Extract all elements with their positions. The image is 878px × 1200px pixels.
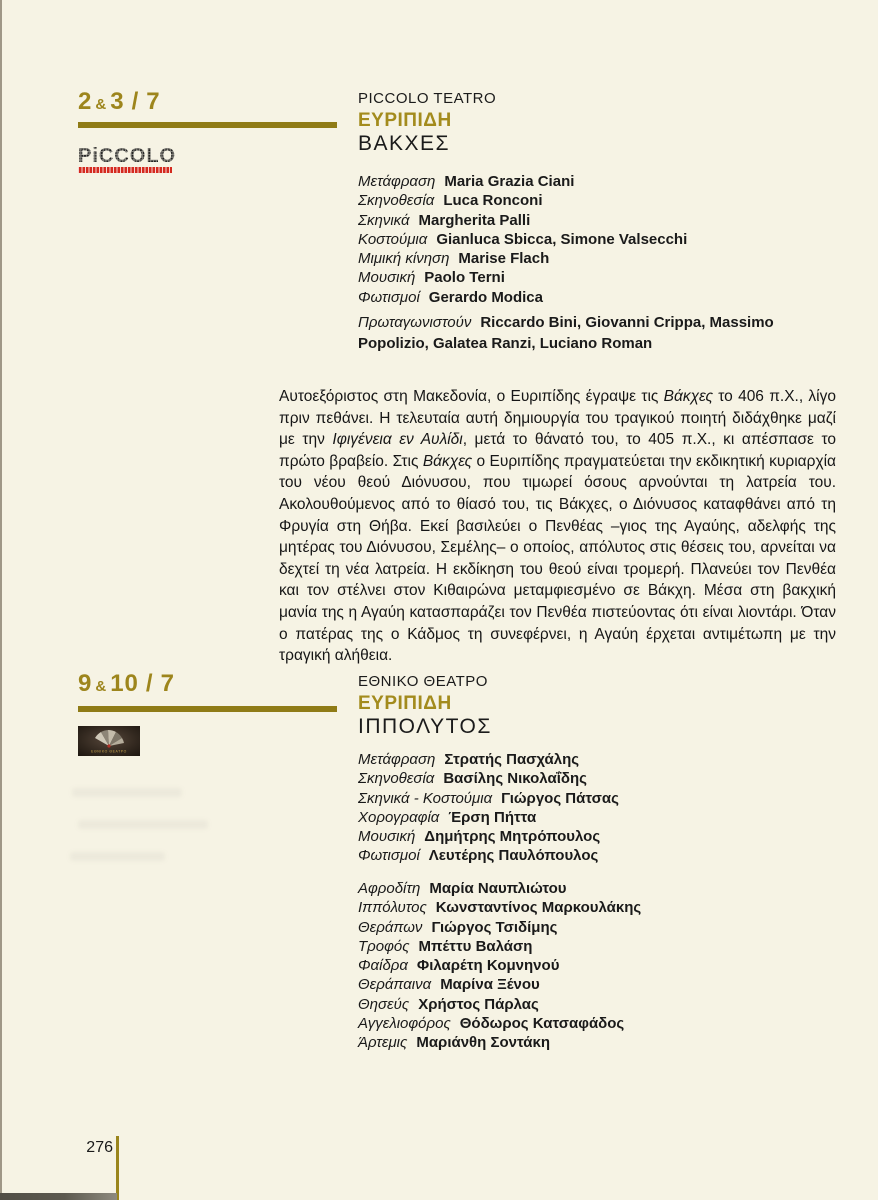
logo-caption: ΕΘΝΙΚΟ ΘΕΑΤΡΟ bbox=[91, 749, 127, 754]
entry2-title: ΙΠΠΟΛΥΤΟΣ bbox=[358, 715, 492, 738]
credit-row: Φωτισμοί Λευτέρης Παυλόπουλος bbox=[358, 847, 599, 865]
piccolo-logo-wordmark: PiCCOLO bbox=[78, 145, 177, 167]
cast-row: Θεράπαινα Μαρίνα Ξένου bbox=[358, 976, 540, 994]
entry1-company: PICCOLO TEATRO bbox=[358, 90, 497, 107]
page-bleedthrough-mark bbox=[70, 852, 165, 861]
cast-row: Ιππόλυτος Κωνσταντίνος Μαρκουλάκης bbox=[358, 899, 642, 917]
entry1-date-day2: 3 bbox=[110, 88, 125, 115]
entry1-credits bbox=[358, 172, 687, 307]
credit-row: Φωτισμοί Gerardo Modica bbox=[358, 288, 543, 306]
protagonists-names: Riccardo Bini, Giovanni Crippa, Massimo Popolizio, Galatea Ranzi, Luciano Roman bbox=[358, 314, 774, 352]
page-number: 276 bbox=[86, 1139, 113, 1156]
page-bleedthrough-mark bbox=[78, 820, 208, 829]
credit-row: Μουσική Δημήτρης Μητρόπουλος bbox=[358, 828, 601, 846]
entry1-date-ampersand: & bbox=[95, 96, 108, 113]
entry2-date-day1: 9 bbox=[78, 670, 93, 697]
piccolo-logo-red-band bbox=[78, 167, 172, 173]
entry1-date-slash: / bbox=[131, 88, 140, 115]
cast-row: Φαίδρα Φιλαρέτη Κομνηνού bbox=[358, 957, 560, 975]
page-bleedthrough-mark bbox=[72, 788, 182, 797]
cast-row: Θεράπων Γιώργος Τσιδίμης bbox=[358, 918, 558, 936]
entry1-gold-rule bbox=[78, 122, 337, 128]
credit-row: Μιμική κίνηση Marise Flach bbox=[358, 250, 550, 268]
entry1-protagonists bbox=[358, 312, 840, 354]
entry2-date bbox=[78, 672, 175, 699]
entry1-title: ΒΑΚΧΕΣ bbox=[358, 132, 451, 155]
page-bottom-edge bbox=[0, 1193, 117, 1200]
entry2-credits bbox=[358, 750, 619, 866]
entry2-author: ΕΥΡΙΠΙΔΗ bbox=[358, 693, 452, 714]
ethniko-theatro-logo bbox=[78, 726, 140, 756]
cast-row: Τροφός Μπέττυ Βαλάση bbox=[358, 937, 533, 955]
footer-gold-line bbox=[116, 1136, 119, 1200]
piccolo-teatro-logo bbox=[78, 146, 176, 173]
ethniko-theatro-logo-image bbox=[78, 726, 140, 756]
entry1-date-day1: 2 bbox=[78, 88, 93, 115]
entry2-date-day2: 10 bbox=[110, 670, 139, 697]
credit-row: Χορογραφία Έρση Πήττα bbox=[358, 808, 537, 826]
entry1-header bbox=[358, 90, 496, 155]
cast-row: Αγγελιοφόρος Θόδωρος Κατσαφάδος bbox=[358, 1015, 625, 1033]
credit-row: Μουσική Paolo Terni bbox=[358, 269, 505, 287]
entry2-date-month: 7 bbox=[160, 670, 175, 697]
credit-row: Σκηνοθεσία Luca Ronconi bbox=[358, 192, 543, 210]
entry1-synopsis: Αυτοεξόριστος στη Μακεδονία, ο Ευριπίδης έγραψε τις Βάκχες το 406 π.Χ., λίγο πριν πεθάνει. Η τελευταία αυτή δημιουργία του τραγικού ποιητή διδάχθηκε μαζί με την Ιφιγένεια εν Αυλίδι, μετά το θάνατό του, το 405 π.Χ., κι απέσπασε το πρώτο βραβείο. Στις Βάκχες ο Ευριπίδης πραγματεύεται την εκδικητική κυριαρχία του νέου θεού Διόνυσου, που τιμωρεί όσους αρνούνται τη λατρεία του. Ακολουθούμενος από το θίασό του, τις Βάκχες, ο Διόνυσος καταφθάνει από τη Φρυγία στη Θήβα. Εκεί βασιλεύει ο Πενθέας –γιος της Αγαύης, αδελφής της μητέρας του Διόνυσου, Σεμέλης– ο οποίος, απόλυτος στις θέσεις του, αρνείται να δεχτεί τη νέα λατρεία. Η εκδίκηση του θεού είναι τρομερή. Πλανεύει τον Πενθέα και τον στέλνει στον Κιθαιρώνα μεταμφιεσμένο σε Βάκχη. Μέσα στη βακχική μανία της η Αγαύη κατασπαράζει τον Πενθέα πιστεύοντας ότι είναι λιοντάρι. Όταν ο πατέρας της ο Κάδμος τη συνεφέρνει, η Αγαύη έρχεται αντιμέτωπη με την τραγική αλήθεια. bbox=[279, 388, 836, 665]
credit-row: Σκηνικά - Κοστούμια Γιώργος Πάτσας bbox=[358, 789, 619, 807]
entry1-date bbox=[78, 90, 161, 117]
protagonists-label: Πρωταγωνιστούν bbox=[358, 314, 472, 331]
entry1-date-month: 7 bbox=[146, 88, 161, 115]
credit-row: Σκηνοθεσία Βασίλης Νικολαΐδης bbox=[358, 770, 587, 788]
entry2-date-slash: / bbox=[145, 670, 154, 697]
cast-row: Θησεύς Χρήστος Πάρλας bbox=[358, 995, 539, 1013]
entry2-cast bbox=[358, 879, 641, 1053]
cast-row: Άρτεμις Μαριάνθη Σοντάκη bbox=[358, 1034, 551, 1052]
cast-row: Αφροδίτη Μαρία Ναυπλιώτου bbox=[358, 880, 567, 897]
entry2-date-ampersand: & bbox=[95, 678, 108, 695]
entry2-header bbox=[358, 673, 492, 738]
entry2-gold-rule bbox=[78, 706, 337, 712]
credit-row: Μετάφραση Maria Grazia Ciani bbox=[358, 173, 575, 190]
entry1-author: ΕΥΡΙΠΙΔΗ bbox=[358, 110, 452, 131]
credit-row: Σκηνικά Margherita Palli bbox=[358, 211, 531, 229]
credit-row: Κοστούμια Gianluca Sbicca, Simone Valsecchi bbox=[358, 230, 688, 248]
page-left-edge bbox=[0, 0, 2, 1200]
entry2-company: ΕΘΝΙΚΟ ΘΕΑΤΡΟ bbox=[358, 673, 488, 690]
credit-row: Μετάφραση Στρατής Πασχάλης bbox=[358, 751, 580, 768]
